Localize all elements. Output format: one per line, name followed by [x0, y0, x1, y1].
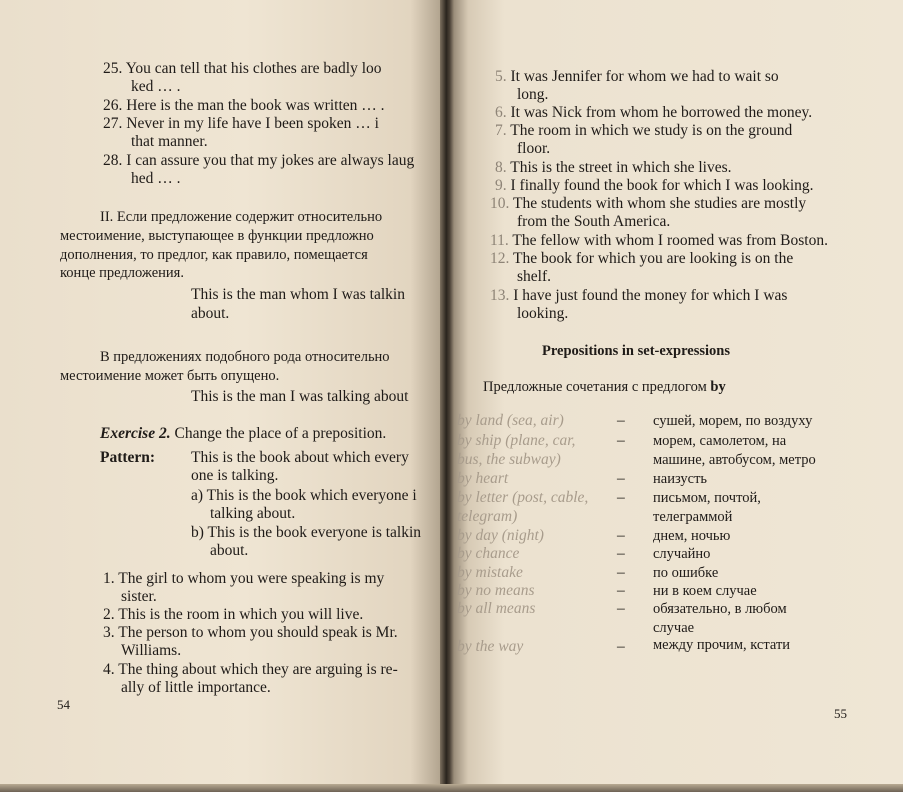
book-gutter [440, 0, 454, 792]
phrase-dash: – [617, 489, 625, 506]
phrase-ru: сушей, морем, по воздуху [653, 413, 813, 429]
item-text-continued: Williams. [121, 642, 182, 659]
item-text: The book for which you are looking is on the [512, 250, 794, 267]
rule-paragraph-line: II. Если предложение содержит относительно [100, 209, 383, 225]
item-text: This is the room in which you will live. [118, 606, 364, 623]
item-text: Never in my life have I been spoken … i [126, 115, 379, 132]
exercise-heading [100, 425, 386, 443]
item-number: 13. [490, 287, 510, 304]
rule-paragraph-line: местоимение, выступающее в функции предложно [60, 228, 374, 244]
example-sentence: This is the man whom I was talkin [191, 286, 405, 303]
list-item [103, 60, 382, 78]
phrase-dash: – [617, 527, 625, 544]
pattern-sentence-continued: one is talking. [191, 467, 279, 484]
item-text: The fellow with whom I roomed was from Boston. [512, 232, 828, 249]
list-item [495, 177, 814, 195]
item-number: 26. [103, 97, 123, 114]
page-number: 55 [834, 706, 847, 721]
phrase-en: by land (sea, air) [457, 412, 564, 429]
variant-b: b) This is the book everyone is talkin [191, 524, 422, 541]
list-item [103, 115, 379, 133]
item-number: 9. [495, 177, 507, 194]
item-text-continued: hed … . [131, 170, 181, 187]
item-text-continued: looking. [517, 305, 569, 322]
phrase-ru-continued: машине, автобусом, метро [653, 452, 816, 468]
phrase-ru: наизусть [653, 471, 708, 487]
phrase-ru: ни в коем случае [653, 583, 757, 599]
phrase-en: by letter (post, cable, [457, 489, 589, 506]
item-text: Here is the man the book was written … . [126, 97, 385, 114]
item-text-continued: ally of little importance. [121, 679, 271, 696]
phrase-dash: – [617, 470, 625, 487]
phrase-en: by no means [457, 582, 535, 599]
list-item [490, 195, 806, 213]
item-number: 10. [490, 195, 510, 212]
phrase-en: by the way [457, 638, 524, 655]
subtitle-text: Предложные сочетания с предлогом [483, 379, 707, 395]
rule-paragraph-line: дополнения, то предлог, как правило, помещается [60, 247, 368, 263]
phrase-dash: – [617, 564, 625, 581]
item-text: I have just found the money for which I was [513, 287, 788, 304]
phrase-en: by day (night) [457, 527, 544, 544]
item-number: 12. [490, 250, 510, 267]
phrase-dash: – [617, 432, 625, 449]
list-item [495, 122, 792, 140]
item-number: 7. [495, 122, 507, 139]
phrase-ru: случайно [653, 546, 711, 562]
item-number: 5. [495, 68, 507, 85]
phrase-ru: морем, самолетом, на [653, 433, 787, 449]
list-item [103, 152, 414, 170]
phrase-dash: – [617, 412, 625, 429]
item-text: The thing about which they are arguing is re- [118, 661, 398, 678]
left-page [0, 0, 446, 792]
item-text: The room in which we study is on the ground [510, 122, 793, 139]
section-subtitle [483, 378, 726, 396]
item-text: The girl to whom you were speaking is my [118, 570, 385, 587]
item-text: The students with whom she studies are mostly [512, 195, 807, 212]
list-item [490, 287, 787, 305]
note-paragraph-line: В предложениях подобного рода относительно [100, 349, 390, 365]
item-number: 4. [103, 661, 115, 678]
list-item [103, 606, 363, 624]
variant-a: a) This is the book which everyone i [191, 487, 417, 504]
list-item [495, 159, 732, 177]
phrase-dash: – [617, 600, 625, 617]
list-item [490, 232, 828, 250]
list-item [495, 104, 812, 122]
item-text: The person to whom you should speak is Mr. [118, 624, 398, 641]
list-item [495, 68, 779, 86]
phrase-ru: днем, ночью [653, 528, 731, 544]
item-number: 27. [103, 115, 123, 132]
phrase-en-continued: bus, the subway) [457, 451, 561, 468]
note-paragraph-line: местоимение может быть опущено. [60, 368, 280, 384]
variant-a-continued: talking about. [210, 505, 296, 522]
item-number: 28. [103, 152, 123, 169]
item-text-continued: that manner. [131, 133, 208, 150]
phrase-dash: – [617, 545, 625, 562]
book-bottom-edge [0, 784, 903, 792]
exercise-instruction: Change the place of a preposition. [174, 425, 387, 442]
list-item [103, 570, 384, 588]
item-text-continued: ked … . [131, 78, 181, 95]
item-number: 1. [103, 570, 115, 587]
phrase-ru: обязательно, в любом [653, 601, 787, 617]
phrase-en: by mistake [457, 564, 523, 581]
item-text-continued: shelf. [517, 268, 552, 285]
item-number: 8. [495, 159, 507, 176]
example-sentence: This is the man I was talking about [191, 388, 409, 405]
phrase-en-continued: telegram) [457, 508, 518, 525]
exercise-label: Exercise 2. [100, 425, 171, 442]
list-item [103, 624, 398, 642]
variant-b-continued: about. [210, 542, 249, 559]
phrase-ru: по ошибке [653, 565, 719, 581]
example-sentence-continued: about. [191, 305, 230, 322]
section-title: Prepositions in set-expressions [542, 343, 730, 359]
pattern-label: Pattern: [100, 449, 156, 466]
item-text-continued: sister. [121, 588, 157, 605]
subtitle-preposition: by [710, 379, 726, 395]
list-item [103, 661, 398, 679]
right-page [450, 0, 903, 792]
pattern-sentence: This is the book about which every [191, 449, 409, 466]
item-number: 11. [490, 232, 509, 249]
item-text: This is the street in which she lives. [510, 159, 732, 176]
phrase-ru-continued: случае [653, 620, 695, 636]
phrase-ru: письмом, почтой, [653, 490, 761, 506]
phrase-en: by all means [457, 600, 536, 617]
phrase-dash: – [617, 638, 625, 655]
phrase-en: by heart [457, 470, 509, 487]
phrase-en: by ship (plane, car, [457, 432, 576, 449]
item-text: I finally found the book for which I was looking. [510, 177, 814, 194]
phrase-ru: между прочим, кстати [653, 637, 791, 653]
item-number: 3. [103, 624, 115, 641]
item-text: It was Jennifer for whom we had to wait so [510, 68, 779, 85]
item-text-continued: long. [517, 86, 549, 103]
item-number: 6. [495, 104, 507, 121]
item-text: I can assure you that my jokes are always laug [126, 152, 415, 169]
item-text-continued: from the South America. [517, 213, 671, 230]
item-text: It was Nick from whom he borrowed the money. [510, 104, 813, 121]
item-text: You can tell that his clothes are badly loo [125, 60, 382, 77]
phrase-dash: – [617, 582, 625, 599]
item-number: 25. [103, 60, 123, 77]
phrase-ru-continued: телеграммой [653, 509, 733, 525]
list-item [490, 250, 793, 268]
phrase-en: by chance [457, 545, 520, 562]
item-number: 2. [103, 606, 115, 623]
list-item [103, 97, 385, 115]
item-text-continued: floor. [517, 140, 551, 157]
rule-paragraph-line: конце предложения. [60, 265, 184, 281]
page-number: 54 [57, 697, 70, 712]
